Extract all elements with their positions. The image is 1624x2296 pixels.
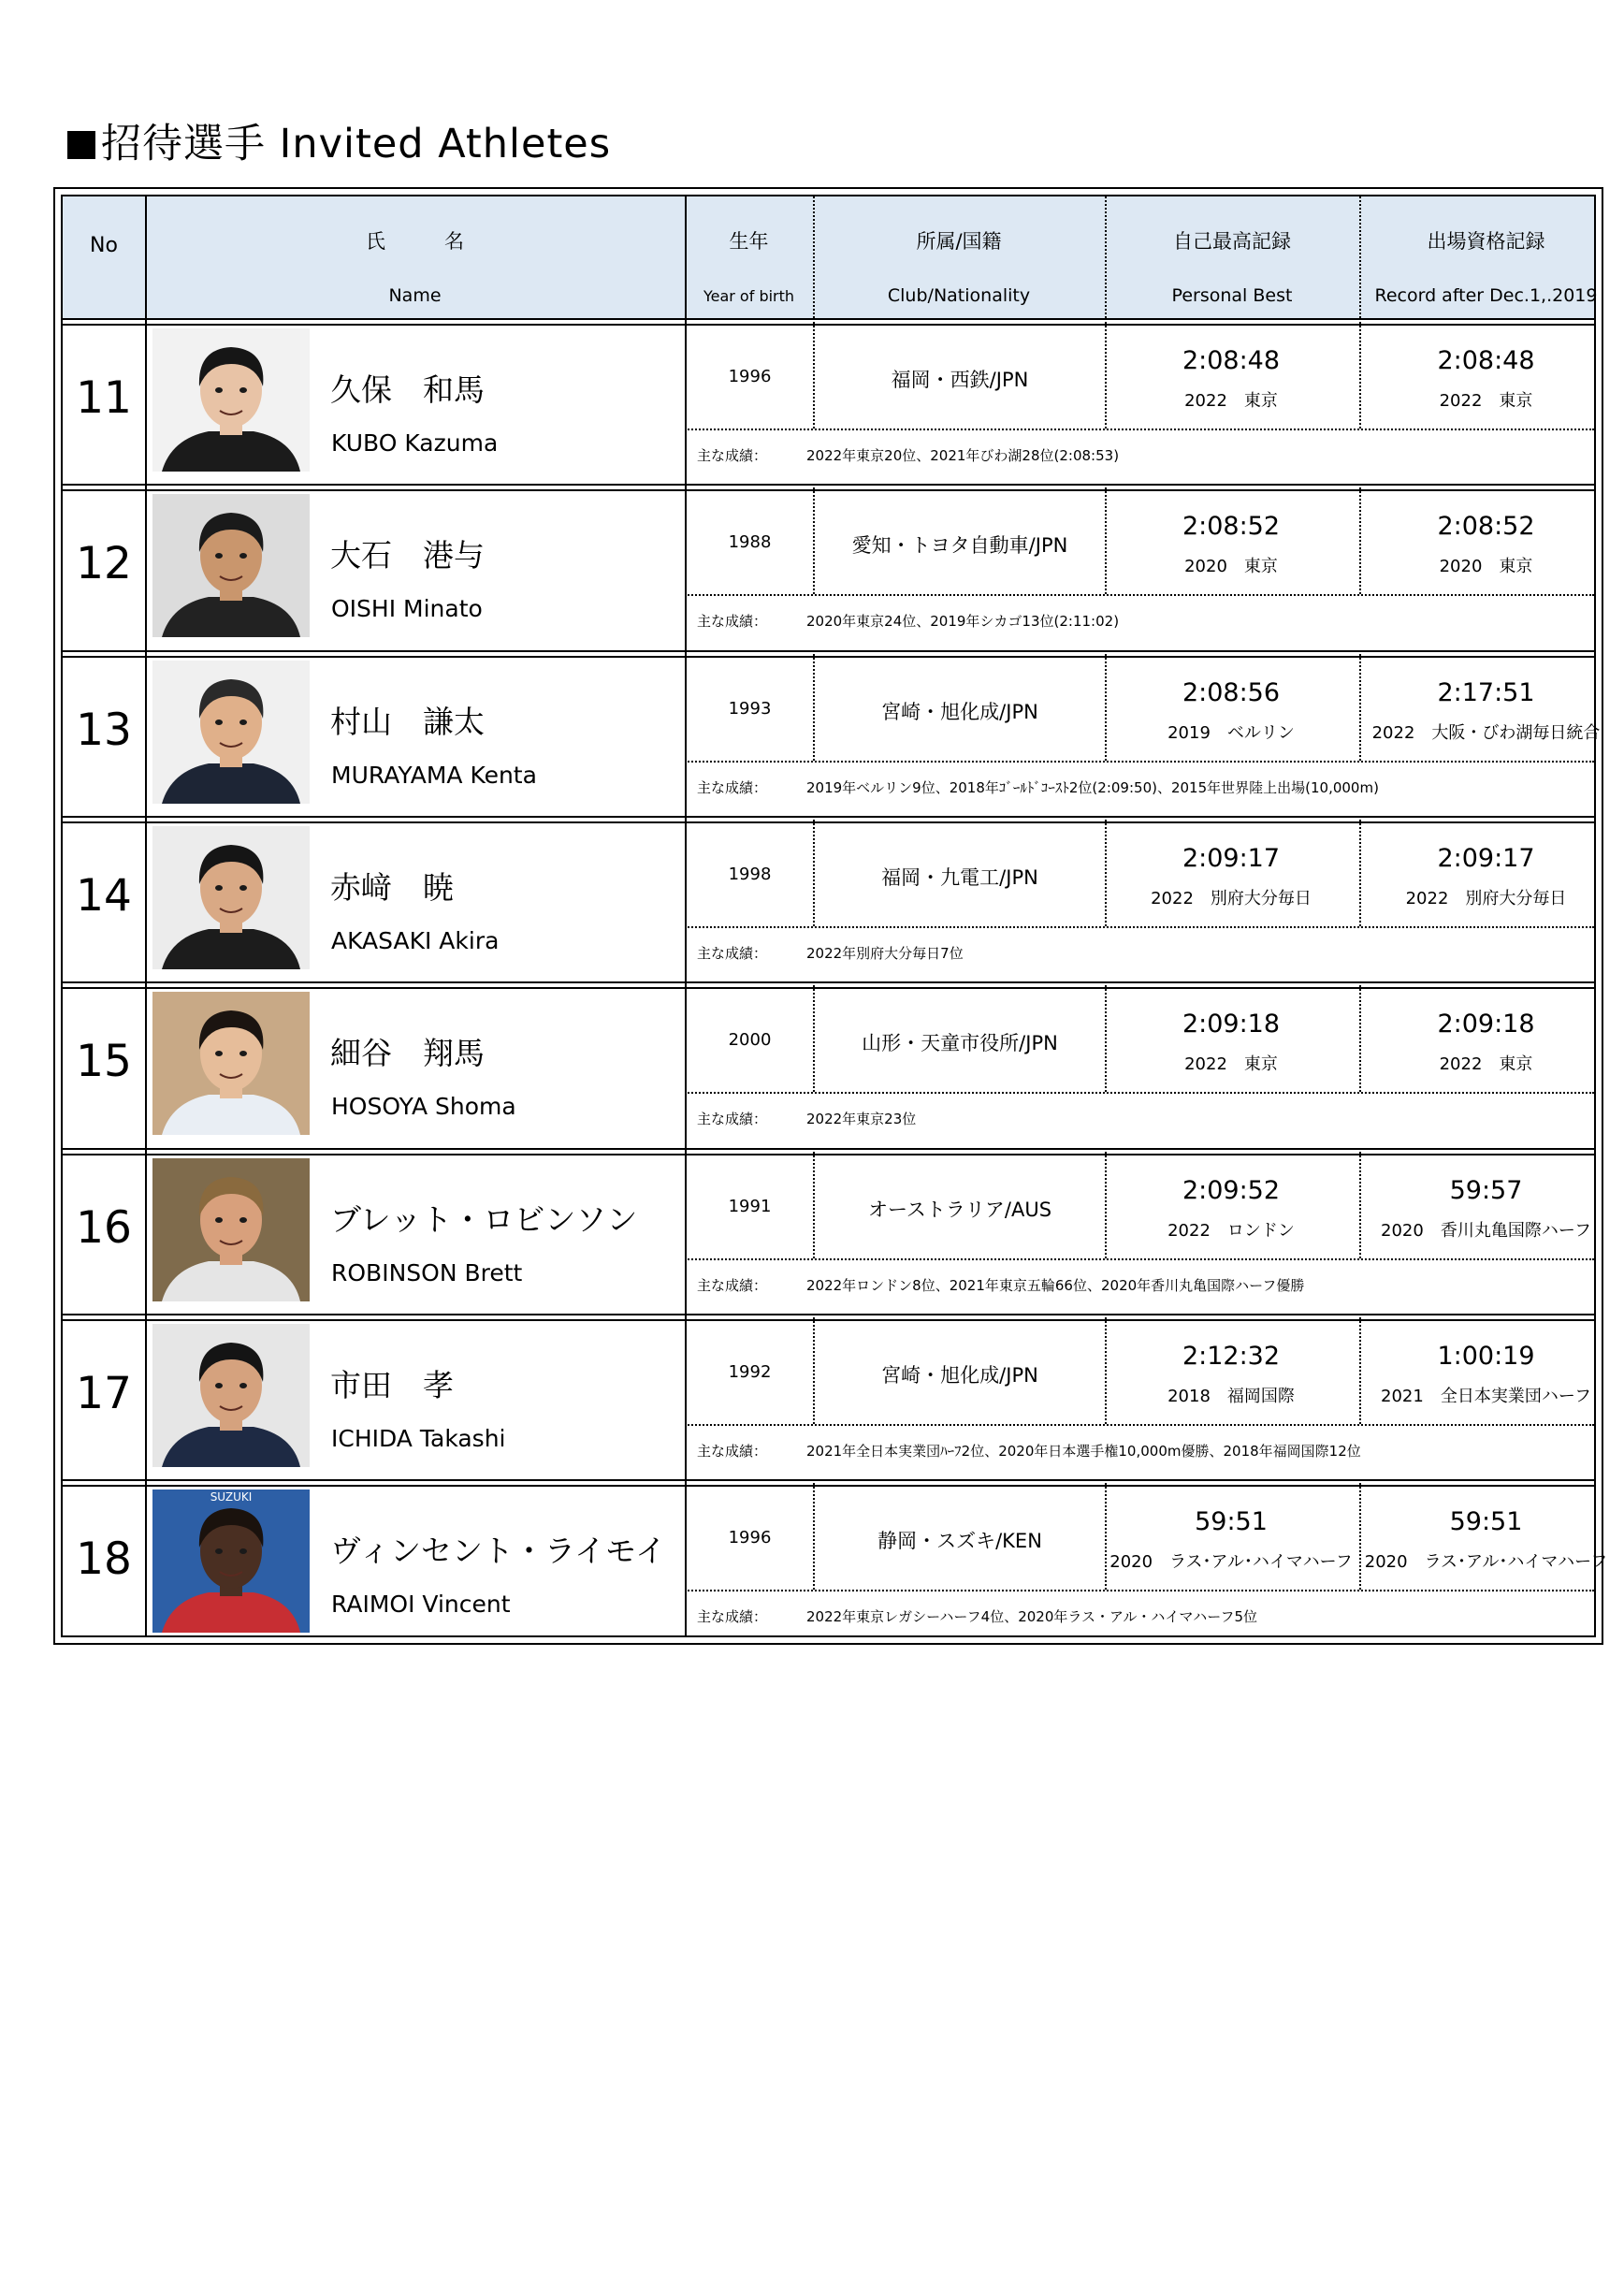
cell-divider [813, 820, 815, 926]
personal-best-race: 2022 東京 [1184, 391, 1278, 411]
header-divider [1359, 196, 1361, 318]
athlete-results: 2019年ベルリン9位、2018年ｺﾞｰﾙﾄﾞｺｰｽﾄ2位(2:09:50)、2015年世界陸上出場(10,000m) [806, 778, 1379, 796]
qualifying-record-race: 2022 東京 [1439, 1054, 1533, 1075]
header-yob [685, 196, 813, 318]
header-name-en: Name [388, 285, 442, 306]
portrait-illustration [152, 826, 310, 969]
results-divider [685, 594, 1594, 596]
athlete-club: 愛知・トヨタ自動車/JPN [851, 534, 1068, 558]
athlete-name-jp: 細谷 翔馬 [330, 1035, 485, 1072]
athlete-results: 2022年東京レガシーハーフ4位、2020年ラス・アル・ハイマハーフ5位 [806, 1608, 1257, 1626]
athlete-photo [152, 494, 310, 637]
table-header [63, 196, 1598, 318]
athlete-name-en: ROBINSON Brett [331, 1258, 523, 1286]
header-no-label: No [90, 234, 118, 257]
results-divider [685, 1424, 1594, 1426]
athlete-number: 18 [76, 1533, 132, 1586]
results-divider [685, 761, 1594, 763]
personal-best-race: 2020 東京 [1184, 557, 1278, 577]
personal-best-time: 59:51 [1195, 1507, 1268, 1537]
athlete-club: 福岡・西鉄/JPN [891, 369, 1029, 391]
photo-eye [239, 1383, 247, 1388]
cell-divider [813, 322, 815, 429]
personal-best-time: 2:12:32 [1182, 1341, 1281, 1371]
athlete-photo [152, 826, 310, 969]
athlete-number: 17 [76, 1367, 132, 1419]
portrait-illustration [152, 661, 310, 804]
athlete-number: 12 [76, 538, 132, 590]
cell-divider [813, 1152, 815, 1258]
header-name [145, 196, 685, 318]
results-label: 主な成績： [697, 944, 768, 962]
athlete-photo [152, 1158, 310, 1301]
header-pb [1105, 196, 1359, 318]
cell-divider [1359, 654, 1361, 761]
header-qr-en: Record after Dec.1,.2019 [1374, 285, 1598, 306]
athlete-photo [152, 992, 310, 1135]
athlete-row [63, 322, 1594, 478]
cell-divider [1105, 322, 1107, 429]
results-divider [685, 1590, 1594, 1591]
personal-best-time: 2:09:17 [1182, 843, 1281, 873]
photo-eye [215, 1548, 223, 1554]
results-label: 主な成績： [697, 613, 768, 631]
personal-best-race: 2019 ベルリン [1167, 722, 1295, 743]
athlete-name-en: HOSOYA Shoma [331, 1093, 516, 1121]
portrait-illustration [152, 1489, 310, 1633]
athlete-results: 2020年東京24位、2019年シカゴ13位(2:11:02) [806, 613, 1120, 631]
qualifying-record-race: 2020 ラス･アル･ハイマハーフ [1364, 1552, 1608, 1573]
athlete-club: オーストラリア/AUS [867, 1198, 1052, 1221]
photo-eye [239, 1217, 247, 1223]
header-pb-jp: 自己最高記録 [1173, 230, 1291, 253]
cell-divider [1359, 322, 1361, 429]
portrait-illustration [152, 1324, 310, 1467]
athlete-row [63, 985, 1594, 1141]
photo-eye [215, 719, 223, 725]
athlete-row [63, 1317, 1594, 1474]
athlete-name-en: KUBO Kazuma [331, 429, 499, 457]
athlete-year-of-birth: 1992 [728, 1361, 772, 1382]
athlete-name-jp: ヴィンセント・ライモイ [330, 1533, 667, 1570]
header-pb-en: Personal Best [1171, 285, 1293, 306]
cell-divider [813, 487, 815, 594]
photo-eye [239, 885, 247, 891]
athlete-number: 16 [76, 1201, 132, 1254]
athlete-number: 13 [76, 704, 132, 756]
athlete-name-jp: 久保 和馬 [330, 371, 485, 408]
athlete-year-of-birth: 1988 [728, 532, 772, 553]
athlete-results: 2022年東京20位、2021年びわ湖28位(2:08:53) [806, 447, 1120, 464]
cell-divider [1105, 487, 1107, 594]
photo-eye [239, 387, 247, 393]
athlete-club: 山形・天童市役所/JPN [862, 1032, 1058, 1055]
qualifying-record-race: 2020 香川丸亀国際ハーフ [1381, 1220, 1591, 1241]
cell-divider [1359, 1152, 1361, 1258]
qualifying-record-time: 2:08:48 [1437, 346, 1535, 375]
portrait-illustration [152, 494, 310, 637]
photo-eye [215, 885, 223, 891]
cell-divider [1359, 1483, 1361, 1590]
personal-best-time: 2:08:48 [1182, 346, 1281, 375]
qualifying-record-time: 2:08:52 [1437, 512, 1535, 542]
athlete-row [63, 487, 1594, 644]
athlete-name-jp: 赤﨑 暁 [330, 868, 454, 906]
qualifying-record-time: 2:09:17 [1437, 843, 1535, 873]
qualifying-record-time: 59:57 [1449, 1175, 1523, 1205]
athlete-name-en: AKASAKI Akira [331, 926, 500, 954]
athlete-name-jp: ブレット・ロビンソン [330, 1200, 638, 1238]
photo-eye [239, 553, 247, 559]
results-label: 主な成績： [697, 447, 768, 464]
results-divider [685, 926, 1594, 928]
photo-eye [239, 1548, 247, 1554]
qualifying-record-race: 2020 東京 [1439, 557, 1533, 577]
athlete-results: 2022年別府大分毎日7位 [806, 944, 964, 962]
cell-divider [813, 1317, 815, 1424]
athlete-club: 宮崎・旭化成/JPN [881, 1363, 1038, 1387]
athlete-row [63, 1483, 1608, 1639]
personal-best-time: 2:09:52 [1182, 1175, 1281, 1205]
athlete-row [63, 820, 1594, 976]
cell-divider [1105, 1152, 1107, 1258]
square-bullet-icon [67, 131, 95, 159]
header-club-en: Club/Nationality [887, 285, 1031, 306]
photo-eye [215, 1383, 223, 1388]
athlete-number: 11 [76, 372, 132, 424]
page-title-text: 招待選手 Invited Athletes [101, 121, 612, 167]
athlete-year-of-birth: 1993 [728, 698, 772, 719]
athletes-table-inner [61, 195, 1608, 1637]
results-label: 主な成績： [697, 1276, 768, 1294]
cell-divider [1105, 654, 1107, 761]
photo-eye [215, 1051, 223, 1056]
header-yob-jp: 生年 [729, 230, 769, 253]
cell-divider [813, 1483, 815, 1590]
athlete-name-jp: 大石 港与 [330, 537, 485, 574]
results-divider [685, 1258, 1594, 1260]
athlete-club: 静岡・スズキ/KEN [877, 1530, 1042, 1553]
portrait-illustration [152, 1158, 310, 1301]
cell-divider [1105, 1483, 1107, 1590]
personal-best-race: 2020 ラス･アル･ハイマハーフ [1109, 1552, 1353, 1573]
photo-eye [215, 1217, 223, 1223]
athlete-row [63, 654, 1601, 810]
results-divider [685, 1092, 1594, 1094]
photo-eye [215, 387, 223, 393]
personal-best-race: 2022 東京 [1184, 1054, 1278, 1075]
header-club-jp: 所属/国籍 [916, 230, 1002, 253]
photo-eye [239, 719, 247, 725]
qualifying-record-time: 2:09:18 [1437, 1010, 1535, 1039]
athlete-year-of-birth: 2000 [728, 1030, 772, 1051]
athlete-name-en: MURAYAMA Kenta [331, 761, 537, 789]
athlete-photo [152, 661, 310, 804]
qualifying-record-race: 2021 全日本実業団ハーフ [1381, 1386, 1591, 1406]
cell-divider [1359, 487, 1361, 594]
personal-best-race: 2022 ロンドン [1167, 1220, 1295, 1241]
athlete-name-en: RAIMOI Vincent [331, 1591, 511, 1619]
photo-sponsor-text: SUZUKI [210, 1490, 253, 1504]
results-label: 主な成績： [697, 1442, 768, 1460]
header-club [813, 196, 1105, 318]
header-name-jp: 氏 名 [366, 230, 464, 253]
cell-divider [1359, 985, 1361, 1092]
athlete-club: 宮崎・旭化成/JPN [881, 700, 1038, 723]
results-label: 主な成績： [697, 1608, 768, 1626]
personal-best-time: 2:09:18 [1182, 1010, 1281, 1039]
athlete-club: 福岡・九電工/JPN [881, 865, 1038, 889]
athlete-results: 2022年ロンドン8位、2021年東京五輪66位、2020年香川丸亀国際ハーフ優勝 [806, 1276, 1305, 1294]
personal-best-time: 2:08:56 [1182, 677, 1281, 707]
athletes-table [53, 187, 1608, 1645]
page-title [67, 121, 612, 167]
athlete-number: 14 [76, 869, 132, 922]
qualifying-record-race: 2022 別府大分毎日 [1405, 888, 1567, 908]
athlete-name-en: OISHI Minato [331, 595, 483, 623]
qualifying-record-race: 2022 東京 [1439, 391, 1533, 411]
athlete-number: 15 [76, 1036, 132, 1088]
qualifying-record-time: 2:17:51 [1437, 677, 1535, 707]
athlete-year-of-birth: 1996 [728, 367, 772, 386]
cell-divider [813, 985, 815, 1092]
header-qr [1359, 196, 1613, 318]
athlete-results: 2022年東京23位 [806, 1111, 917, 1128]
personal-best-time: 2:08:52 [1182, 512, 1281, 542]
results-divider [685, 429, 1594, 430]
athlete-results: 2021年全日本実業団ﾊｰﾌ2位、2020年日本選手権10,000m優勝、2018年福岡国際12位 [806, 1442, 1361, 1460]
athlete-name-jp: 村山 謙太 [330, 703, 485, 740]
photo-eye [239, 1051, 247, 1056]
personal-best-race: 2022 別府大分毎日 [1151, 888, 1312, 908]
athlete-year-of-birth: 1991 [728, 1196, 772, 1216]
athlete-photo [152, 328, 310, 472]
portrait-illustration [152, 992, 310, 1135]
athlete-row [63, 1152, 1594, 1308]
cell-divider [1359, 820, 1361, 926]
header-no [63, 196, 145, 318]
athlete-photo [152, 1489, 310, 1633]
cell-divider [1105, 820, 1107, 926]
results-label: 主な成績： [697, 1111, 768, 1128]
qualifying-record-time: 1:00:19 [1437, 1341, 1535, 1371]
personal-best-race: 2018 福岡国際 [1167, 1386, 1295, 1406]
results-label: 主な成績： [697, 778, 768, 796]
qualifying-record-time: 59:51 [1449, 1507, 1523, 1537]
athlete-name-en: ICHIDA Takashi [331, 1424, 506, 1452]
header-yob-en: Year of birth [703, 287, 795, 305]
photo-eye [215, 553, 223, 559]
athlete-year-of-birth: 1998 [728, 864, 772, 884]
cell-divider [1359, 1317, 1361, 1424]
portrait-illustration [152, 328, 310, 472]
cell-divider [813, 654, 815, 761]
header-divider [813, 196, 815, 318]
cell-divider [1105, 1317, 1107, 1424]
header-divider [1105, 196, 1107, 318]
athlete-year-of-birth: 1996 [728, 1528, 772, 1548]
athlete-photo [152, 1324, 310, 1467]
cell-divider [1105, 985, 1107, 1092]
qualifying-record-race: 2022 大阪・びわ湖毎日統合 [1371, 722, 1601, 743]
athlete-name-jp: 市田 孝 [330, 1366, 454, 1403]
header-qr-jp: 出場資格記録 [1427, 230, 1545, 253]
